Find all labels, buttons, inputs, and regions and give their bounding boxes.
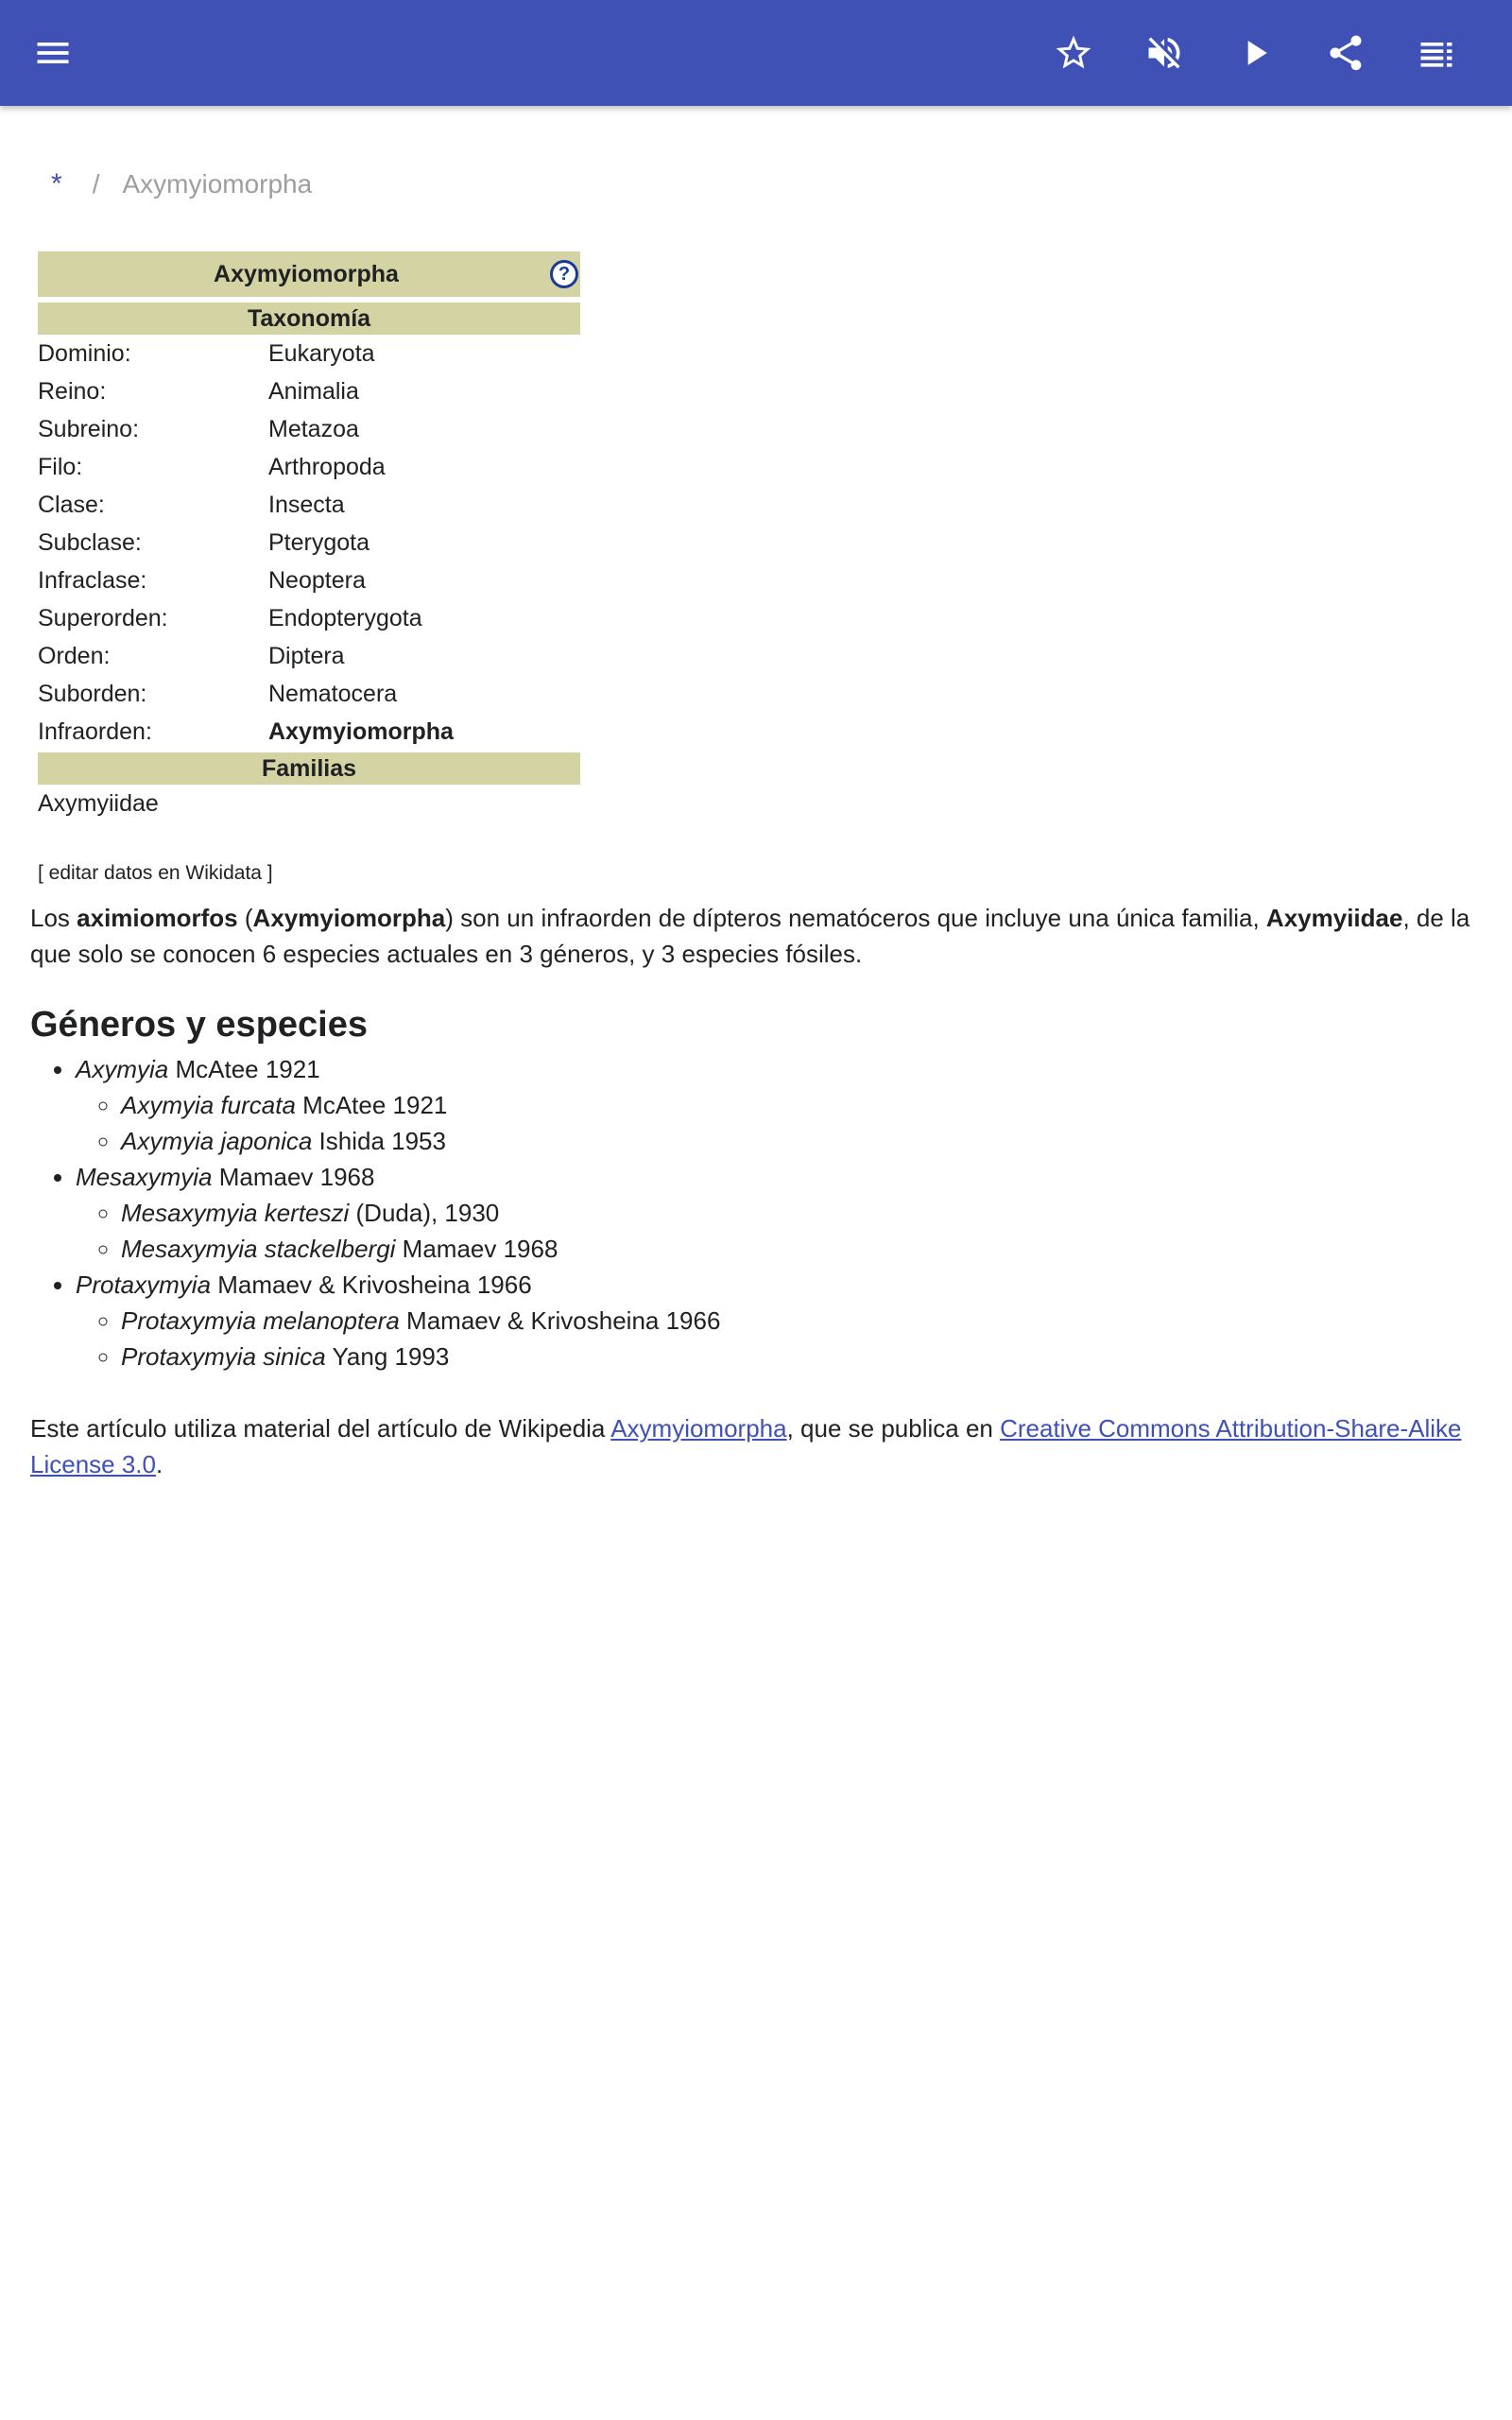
genus-name: Axymyia (76, 1055, 169, 1083)
rank-label: Orden: (38, 643, 111, 669)
taxobox (38, 251, 580, 822)
play-icon (1234, 32, 1276, 74)
intro-text: Los (30, 904, 77, 932)
species-name: Protaxymyia melanoptera (121, 1306, 400, 1335)
rank-label: Subclase: (38, 529, 142, 556)
wikidata-edit-link[interactable]: [ editar datos en Wikidata ] (38, 862, 273, 884)
rank-row (38, 372, 580, 410)
genus-author: Mamaev & Krivosheina 1966 (211, 1270, 532, 1299)
species-name: Axymyia furcata (121, 1091, 296, 1119)
contents-button[interactable] (1406, 23, 1467, 83)
rank-label: Infraorden: (38, 718, 152, 745)
play-button[interactable] (1225, 23, 1285, 83)
rank-value: Pterygota (268, 529, 370, 556)
rank-value: Nematocera (268, 681, 398, 707)
breadcrumb-current: Axymyiomorpha (122, 169, 313, 199)
rank-row (38, 713, 580, 751)
rank-value: Arthropoda (268, 454, 386, 480)
star-icon (1053, 32, 1094, 74)
rank-row (38, 486, 580, 524)
license-text: Este artículo utiliza material del artículo de Wikipedia (30, 1414, 611, 1443)
taxonomy-header: Taxonomía (38, 302, 580, 335)
species-author: (Duda), 1930 (349, 1199, 500, 1227)
wikipedia-article-link[interactable]: Axymyiomorpha (610, 1414, 787, 1443)
license-text: . (155, 1450, 163, 1478)
genera-list (76, 1051, 1486, 1374)
family-item: Axymyiidae (38, 790, 159, 817)
rank-label: Subreino: (38, 416, 140, 442)
share-icon (1325, 32, 1366, 74)
genus-author: McAtee 1921 (168, 1055, 320, 1083)
species-item (121, 1339, 1486, 1374)
rank-value: Metazoa (268, 416, 359, 442)
taxonomy-ranks (38, 335, 580, 751)
rank-label: Reino: (38, 378, 107, 405)
taxobox-title (38, 251, 580, 297)
species-author: Yang 1993 (325, 1342, 450, 1371)
help-icon[interactable]: ? (550, 260, 578, 288)
mute-button[interactable] (1134, 23, 1194, 83)
genus-item (76, 1159, 1486, 1267)
family-name: Axymyiidae (1265, 904, 1403, 932)
species-name: Axymyia japonica (121, 1127, 313, 1155)
favorite-button[interactable] (1043, 23, 1104, 83)
species-list (121, 1087, 1486, 1159)
rank-row (38, 448, 580, 486)
species-item (121, 1231, 1486, 1267)
playlist-icon (1416, 32, 1457, 74)
rank-row (38, 637, 580, 675)
intro-text: ) son un infraorden de dípteros nematóceros que incluye una única familia, (445, 904, 1266, 932)
rank-label: Suborden: (38, 681, 147, 707)
rank-value: Endopterygota (268, 605, 422, 631)
rank-row (38, 562, 580, 599)
rank-row (38, 335, 580, 372)
common-name: aximiomorfos (77, 904, 238, 932)
license-text: , que se publica en (786, 1414, 1001, 1443)
families-header: Familias (38, 752, 580, 785)
section-heading: Géneros y especies (30, 1005, 368, 1045)
rank-row (38, 410, 580, 448)
species-name: Protaxymyia sinica (121, 1342, 326, 1371)
rank-label: Dominio: (38, 340, 131, 367)
intro-text: ( (237, 904, 253, 932)
rank-row (38, 675, 580, 713)
species-name: Mesaxymyia kerteszi (121, 1199, 350, 1227)
intro-text: , de la que solo se conocen 6 especies actuales en 3 géneros, y 3 especies fósiles. (30, 904, 1470, 968)
volume-off-icon (1143, 32, 1185, 74)
species-name: Mesaxymyia stackelbergi (121, 1235, 396, 1263)
article-body (30, 900, 1486, 1482)
rank-label: Clase: (38, 492, 105, 518)
species-author: Ishida 1953 (312, 1127, 446, 1155)
rank-label: Superorden: (38, 605, 168, 631)
species-list (121, 1195, 1486, 1267)
rank-value: Neoptera (268, 567, 366, 594)
app-toolbar (0, 0, 1512, 106)
menu-icon (32, 32, 74, 74)
genus-item (76, 1267, 1486, 1374)
rank-value: Axymyiomorpha (268, 718, 454, 745)
species-item (121, 1123, 1486, 1159)
species-author: Mamaev 1968 (395, 1235, 558, 1263)
genus-author: Mamaev 1968 (212, 1163, 375, 1191)
genus-name: Mesaxymyia (76, 1163, 213, 1191)
species-author: McAtee 1921 (295, 1091, 448, 1119)
breadcrumb (51, 168, 312, 200)
rank-value: Diptera (268, 643, 345, 669)
rank-label: Filo: (38, 454, 83, 480)
license-paragraph (30, 1410, 1486, 1482)
genus-name: Protaxymyia (76, 1270, 212, 1299)
cc-license-link[interactable]: Creative Commons Attribution-Share-Alike License 3.0 (30, 1414, 1462, 1478)
rank-label: Infraclase: (38, 567, 147, 594)
intro-paragraph (30, 900, 1486, 972)
taxobox-title-text: Axymyiomorpha (214, 261, 399, 287)
species-author: Mamaev & Krivosheina 1966 (399, 1306, 721, 1335)
species-item (121, 1087, 1486, 1123)
rank-value: Eukaryota (268, 340, 375, 367)
breadcrumb-separator: / (92, 169, 100, 199)
share-button[interactable] (1315, 23, 1376, 83)
menu-button[interactable] (23, 23, 83, 83)
rank-value: Animalia (268, 378, 359, 405)
rank-row (38, 599, 580, 637)
species-item (121, 1303, 1486, 1339)
breadcrumb-home[interactable]: * (51, 168, 62, 199)
genus-item (76, 1051, 1486, 1159)
species-item (121, 1195, 1486, 1231)
species-list (121, 1303, 1486, 1374)
rank-row (38, 524, 580, 562)
scientific-name: Axymyiomorpha (252, 904, 446, 932)
rank-value: Insecta (268, 492, 345, 518)
